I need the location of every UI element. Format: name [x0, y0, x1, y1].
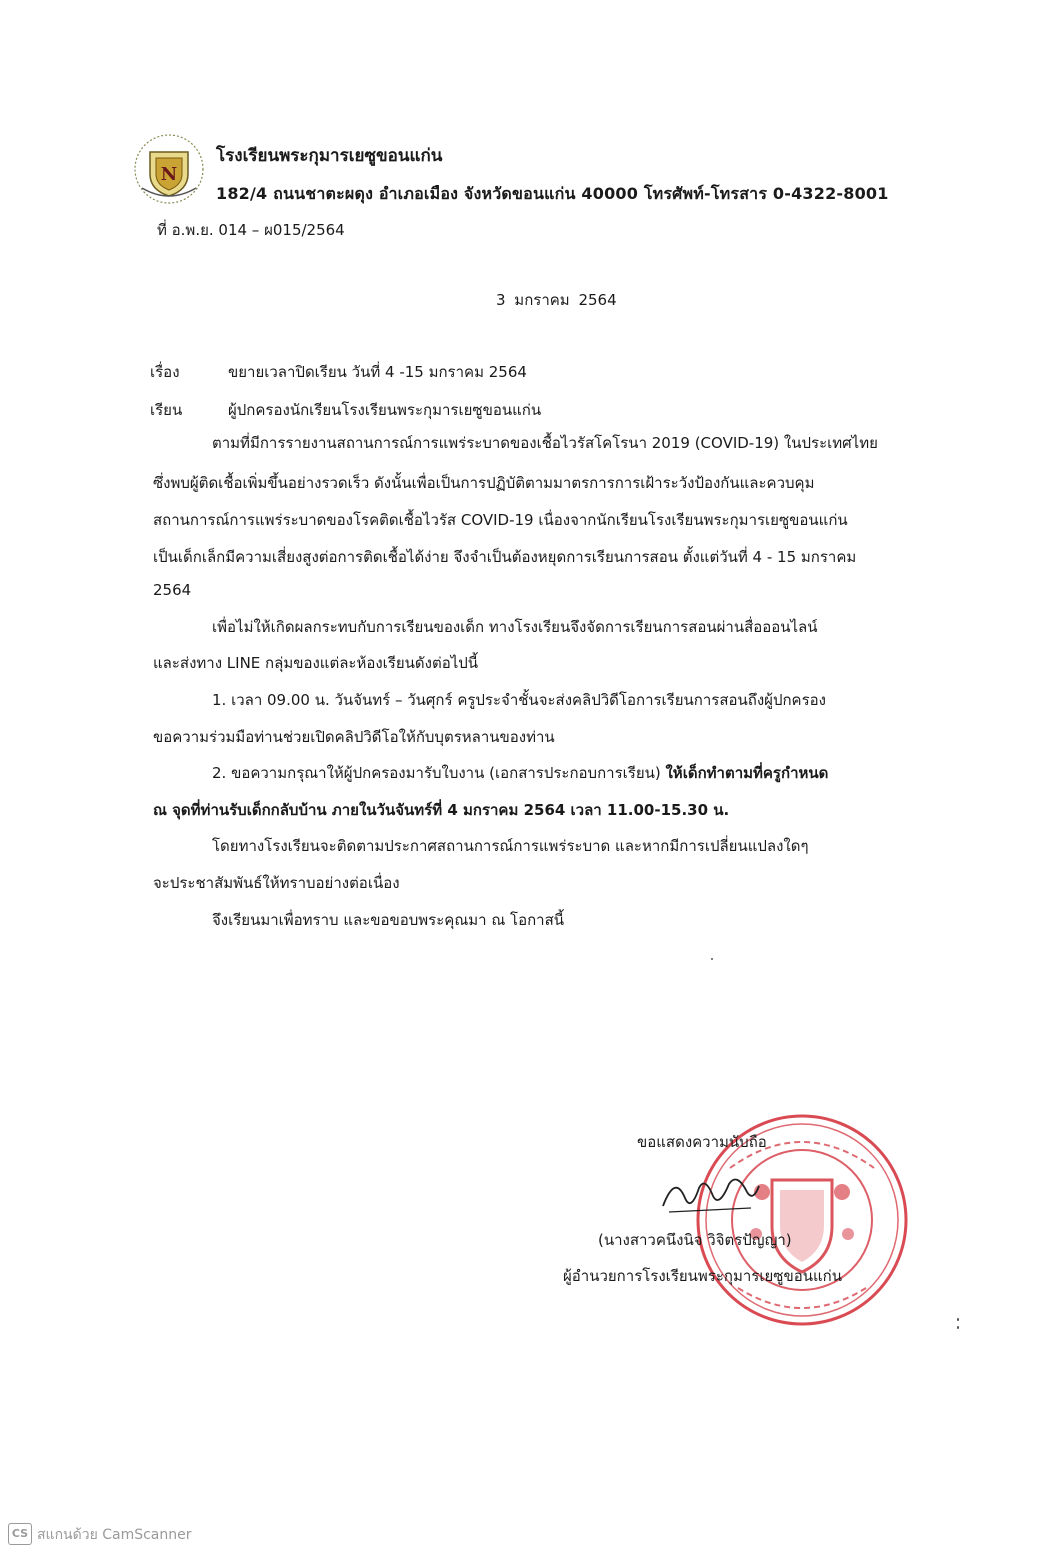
scan-speck	[957, 1318, 959, 1321]
subject-text: ขยายเวลาปิดเรียน วันที่ 4 -15 มกราคม 2564	[228, 363, 527, 381]
body-line: จะประชาสัมพันธ์ให้ทราบอย่างต่อเนื่อง	[153, 874, 400, 892]
body-line: และส่งทาง LINE กลุ่มของแต่ละห้องเรียนดังต่อไปนี้	[153, 654, 479, 672]
scan-speck	[957, 1326, 959, 1329]
recipient-text: ผู้ปกครองนักเรียนโรงเรียนพระกุมารเยซูขอนแก่น	[228, 401, 542, 419]
school-address: 182/4 ถนนชาตะผดุง อำเภอเมือง จังหวัดขอนแก่น 40000 โทรศัพท์-โทรสาร 0-4322-8001	[216, 184, 889, 203]
list-item-2-cont: ณ จุดที่ท่านรับเด็กกลับบ้าน ภายในวันจันทร์ที่ 4 มกราคม 2564 เวลา 11.00-15.30 น.	[153, 801, 730, 819]
school-logo-icon	[130, 130, 208, 208]
body-line: โดยทางโรงเรียนจะติดตามประกาศสถานการณ์การแพร่ระบาด และหากมีการเปลี่ยนแปลงใดๆ	[212, 837, 809, 855]
handwritten-signature-icon	[655, 1168, 765, 1218]
scan-speck	[711, 958, 713, 960]
body-line: ซึ่งพบผู้ติดเชื้อเพิ่มขึ้นอย่างรวดเร็ว ดังนั้นเพื่อเป็นการปฏิบัติตามมาตรการการเฝ้าระวังป้องกันและควบคุม	[153, 474, 815, 492]
camscanner-logo: CS	[8, 1523, 32, 1545]
body-line: เพื่อไม่ให้เกิดผลกระทบกับการเรียนของเด็ก ทางโรงเรียนจึงจัดการเรียนการสอนผ่านสื่อออนไลน์	[212, 618, 818, 636]
list-item-2-emphasis: ให้เด็กทำตามที่ครูกำหนด	[665, 764, 829, 782]
body-line: เป็นเด็กเล็กมีความเสี่ยงสูงต่อการติดเชื้อได้ง่าย จึงจำเป็นต้องหยุดการเรียนการสอน ตั้งแต่วันที่ 4 - 15 มกราคม	[153, 548, 857, 566]
signatory-position: ผู้อำนวยการโรงเรียนพระกุมารเยซูขอนแก่น	[563, 1267, 842, 1285]
body-line: สถานการณ์การแพร่ระบาดของโรคติดเชื้อไวรัส COVID-19 เนื่องจากนักเรียนโรงเรียนพระกุมารเยซูขอนแก่น	[153, 511, 848, 529]
list-item-2	[212, 763, 828, 783]
body-line: 2564	[153, 581, 192, 599]
signatory-name: (นางสาวคนึงนิจ วิจิตรปัญญา)	[598, 1231, 792, 1249]
signature-closing: ขอแสดงความนับถือ	[637, 1133, 767, 1151]
school-name: โรงเรียนพระกุมารเยซูขอนแก่น	[216, 146, 443, 166]
list-item-2-text: 2. ขอความกรุณาให้ผู้ปกครองมารับใบงาน (เอกสารประกอบการเรียน)	[212, 764, 666, 782]
body-line: ตามที่มีการรายงานสถานการณ์การแพร่ระบาดของเชื้อไวรัสโคโรนา 2019 (COVID-19) ในประเทศไทย	[212, 434, 878, 452]
letter-date: 3 มกราคม 2564	[496, 291, 617, 309]
list-item-1: 1. เวลา 09.00 น. วันจันทร์ – วันศุกร์ ครูประจำชั้นจะส่งคลิปวิดีโอการเรียนการสอนถึงผู้ปกครอง	[212, 691, 826, 709]
camscanner-watermark: สแกนด้วย CamScanner	[37, 1527, 192, 1543]
closing-line: จึงเรียนมาเพื่อทราบ และขอขอบพระคุณมา ณ โอกาสนี้	[212, 911, 564, 929]
svg-text:N: N	[160, 164, 178, 185]
reference-number: ที่ อ.พ.ย. 014 – ผ015/2564	[157, 221, 345, 239]
recipient-label: เรียน	[150, 401, 183, 419]
list-item-1-cont: ขอความร่วมมือท่านช่วยเปิดคลิปวิดีโอให้กับบุตรหลานของท่าน	[153, 728, 555, 746]
subject-label: เรื่อง	[150, 363, 180, 381]
